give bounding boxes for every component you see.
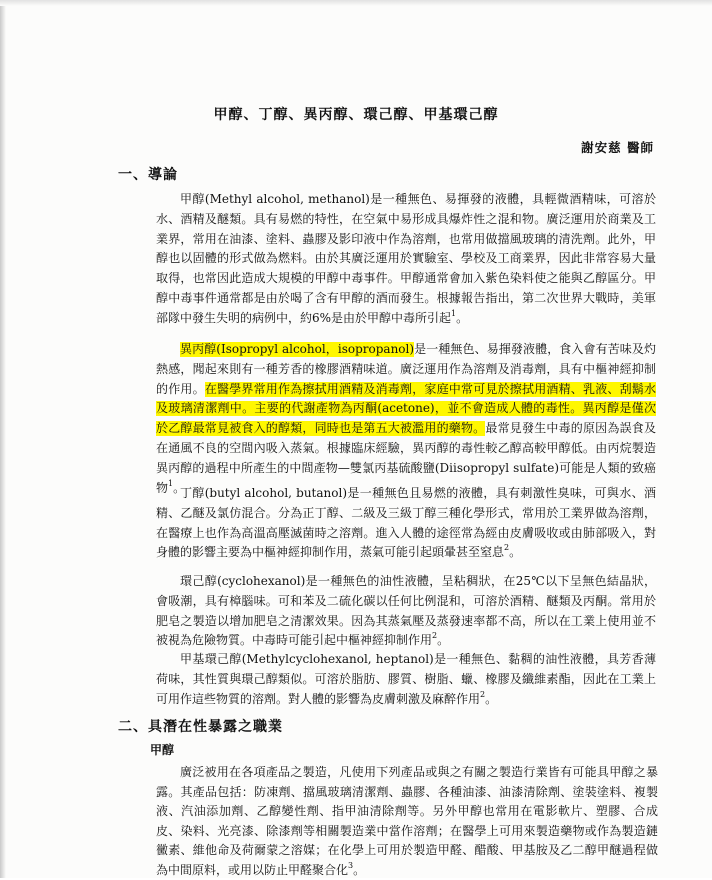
paragraph-text: 甲醇(Methyl alcohol, methanol)是一種無色、易揮發的液體，具輕微酒精味，可溶於水、酒精及醚類。具有易燃的特性，在空氣中易形成具爆炸性之混和物。廣泛運用於商業及工業界，常用在油漆、塗料、蟲膠及影印液中作為溶劑，也常用做擋風玻璃的清洗劑。此外，甲醇也以固體的形式做為燃料。由於其廣泛運用於實驗室、學校及工商業界，因此非常容易大量取得，也常因此造成大規模的甲醇中毒事件。甲醇通常會加入紫色染料使之能與乙醇區分。甲醇中毒事件通常都是由於喝了含有甲醇的酒而發生。根據報告指出，第二次世界大戰時，美軍部隊中發生失明的病例中，約6%是由於甲醇中毒所引起 bbox=[156, 192, 656, 325]
highlighted-text: 在醫學界常用作為擦拭用酒精及消毒劑，家庭中常可見於擦拭用酒精、乳液、刮鬍水及玻璃清潔劑中。主要的代謝產物為丙酮(acetone)，並不會造成人體的毒性。異丙醇是僅次於乙醇最常見被食入的醇類，同時也是第五大被濫用的藥物。 bbox=[156, 381, 656, 436]
paragraph-butanol bbox=[156, 484, 656, 563]
paragraph-cyclohexanol bbox=[156, 572, 656, 651]
paragraph-text: 最常見發生中毒的原因為誤食及在通風不良的空間內吸入蒸氣。根據臨床經驗，異丙醇的毒性較乙醇高較甲醇低。由丙烷製造異丙醇的過程中所產生的中間產物—雙氯丙基硫酸鹽(Diisopropyl sulfate)可能是人類的致癌物 bbox=[156, 421, 656, 495]
paragraph-end-punct: 。 bbox=[456, 310, 469, 325]
paragraph-isopropanol bbox=[156, 340, 656, 498]
scan-edge-shadow bbox=[0, 0, 6, 878]
reference-mark: 2 bbox=[480, 689, 486, 699]
section-heading-occupational-exposure: 二、具潛在性暴露之職業 bbox=[118, 719, 283, 735]
paragraph-methylcyclohexanol bbox=[156, 650, 656, 709]
document-title: 甲醇、丁醇、異丙醇、環己醇、甲基環己醇 bbox=[213, 107, 499, 123]
paragraph-text: 環己醇(cyclohexanol)是一種無色的油性液體，呈粘稠狀，在25℃以下呈無色結晶狀，會吸潮，具有樟腦味。可和苯及二硫化碳以任何比例混和，可溶於酒精、醚類及丙酮。常用於肥皂之製造以增加肥皂之清潔效果。因為其蒸氣壓及蒸發速率都不高，所以在工業上使用並不被視為危險物質。中毒時可能引起中樞神經抑制作用 bbox=[156, 574, 656, 648]
paragraph-end-punct: 。 bbox=[353, 862, 366, 877]
paragraph-text: 廣泛被用在各項產品之製造，凡使用下列產品或與之有關之製造行業皆有可能具甲醇之暴露。其產品包括：防凍劑、擋風玻璃清潔劑、蟲膠、各種油漆、油漆清除劑、塗裝塗料、複製液、汽油添加劑、乙醇變性劑、指甲油清除劑等。另外甲醇也常用在電影軟片、塑膠、合成皮、染料、光亮漆、除漆劑等相關製造業中當作溶劑；在醫學上可用來製造藥物或作為製造鏈黴素、維他命及荷爾蒙之溶媒；在化學上可用於製造甲醛、醋酸、甲基胺及乙二醇甲醚過程做為中間原料，或用以防止甲醛聚合化 bbox=[156, 765, 658, 877]
reference-mark: 1 bbox=[168, 478, 174, 488]
paragraph-end-punct: 。 bbox=[173, 480, 186, 495]
reference-mark: 3 bbox=[348, 860, 354, 870]
scan-top-shade bbox=[0, 0, 712, 6]
paragraph-methanol bbox=[156, 190, 656, 329]
paragraph-methanol-exposure bbox=[156, 763, 658, 880]
highlighted-text: 異丙醇(Isopropyl alcohol，isopropanol) bbox=[180, 342, 415, 356]
author-name: 謝安慈 醫師 bbox=[581, 140, 654, 155]
paragraph-text: 丁醇(butyl alcohol, butanol)是一種無色且易燃的液體，具有刺激性臭味，可與水、酒精、乙醚及氯仿混合。分為正丁醇、二級及三級丁醇三種化學形式，常用於工業界做為溶劑，在醫療上也作為高溫高壓滅菌時之溶劑。進入人體的途徑常為經由皮膚吸收或由肺部吸入，對身體的影響主要為中樞神經抑制作用，蒸氣可能引起頭暈甚至窒息 bbox=[156, 486, 656, 560]
reference-mark: 1 bbox=[451, 308, 457, 318]
subheading-methanol: 甲醇 bbox=[150, 743, 175, 757]
reference-mark: 2 bbox=[504, 543, 510, 553]
paragraph-text: 甲基環己醇(Methylcyclohexanol, heptanol)是一種無色、黏稠的油性液體，具芳香薄荷味，其性質與環己醇類似。可溶於脂肪、膠質、樹脂、蠟、橡膠及纖維素酯，因此在工業上可用作這些物質的溶劑。對人體的影響為皮膚刺激及麻醉作用 bbox=[156, 652, 656, 706]
paragraph-end-punct: 。 bbox=[509, 545, 522, 560]
paragraph-end-punct: 。 bbox=[437, 633, 450, 648]
paragraph-end-punct: 。 bbox=[485, 691, 498, 706]
section-heading-introduction: 一、導論 bbox=[118, 167, 178, 183]
reference-mark: 2 bbox=[432, 631, 438, 641]
paragraph-text: 是一種無色、易揮發液體，食入會有苦味及灼熱感，聞起來則有一種芳香的橡膠酒精味道。廣泛運用作為溶劑及消毒劑，具有中樞神經抑制的作用。 bbox=[156, 342, 656, 396]
